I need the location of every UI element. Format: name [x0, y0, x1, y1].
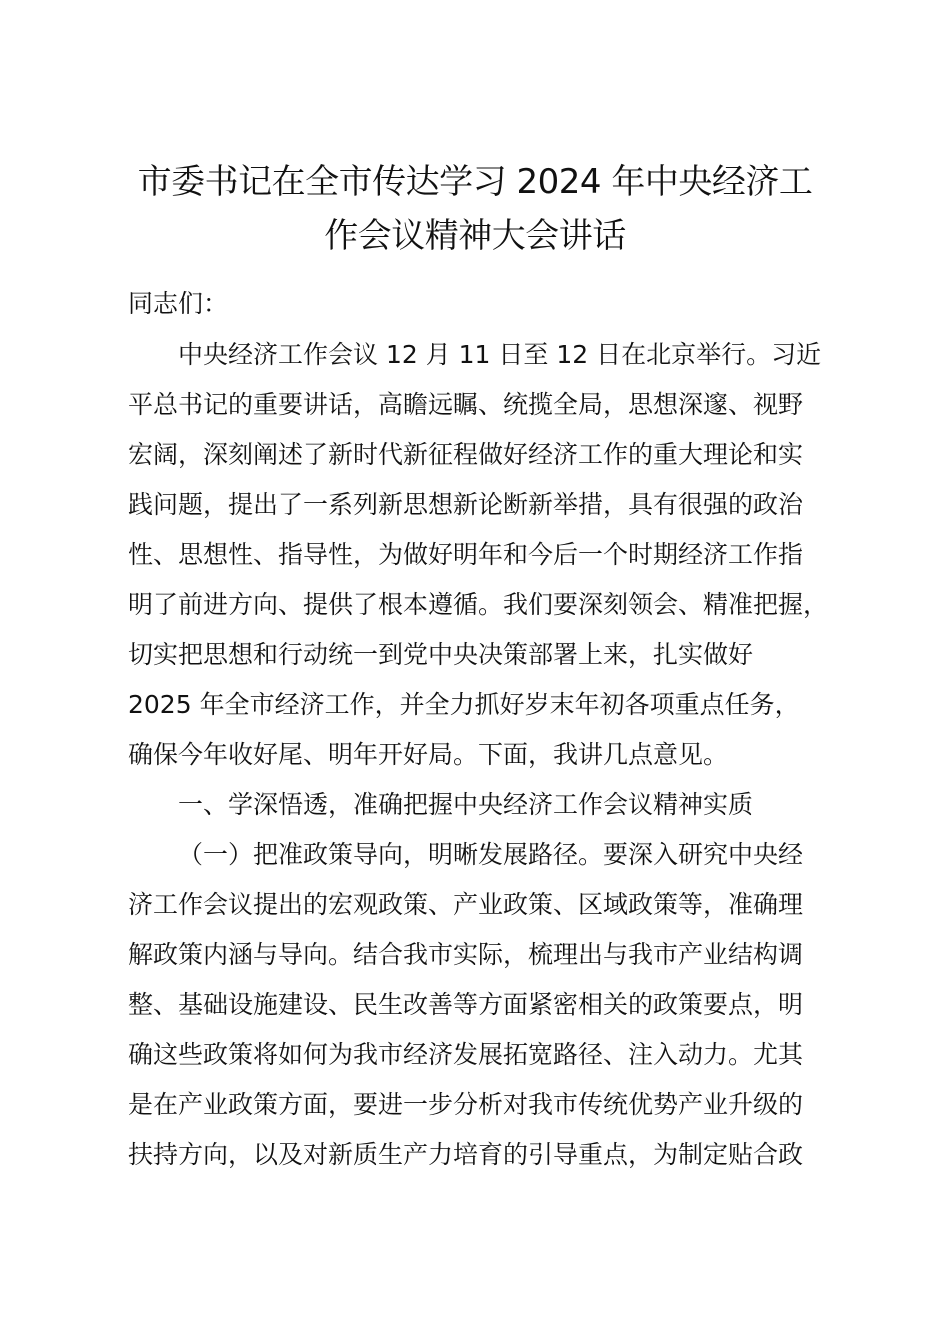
body-line-5: 性、思想性、指导性，为做好明年和今后一个时期经济工作指: [128, 540, 804, 569]
subsection-line-1: （一）把准政策导向，明晰发展路径。要深入研究中央经: [178, 840, 804, 869]
body-line-8: 2025 年全市经济工作，并全力抓好岁末年初各项重点任务，: [128, 690, 800, 719]
subsection-line-3: 解政策内涵与导向。结合我市实际，梳理出与我市产业结构调: [128, 940, 804, 969]
subsection-line-2: 济工作会议提出的宏观政策、产业政策、区域政策等，准确理: [128, 890, 804, 919]
body-line-1: 中央经济工作会议 12 月 11 日至 12 日在北京举行。习近: [178, 340, 822, 369]
subsection-line-7: 扶持方向，以及对新质生产力培育的引导重点，为制定贴合政: [128, 1140, 804, 1169]
salutation: 同志们：: [128, 289, 229, 318]
body-line-9: 确保今年收好尾、明年开好局。下面，我讲几点意见。: [128, 740, 729, 769]
subsection-line-4: 整、基础设施建设、民生改善等方面紧密相关的政策要点，明: [128, 990, 804, 1019]
body-line-4: 践问题，提出了一系列新思想新论断新举措，具有很强的政治: [128, 490, 804, 519]
subsection-line-6: 是在产业政策方面，要进一步分析对我市传统优势产业升级的: [128, 1090, 804, 1119]
body-line-6: 明了前进方向、提供了根本遵循。我们要深刻领会、精准把握，: [128, 590, 829, 619]
body-line-3: 宏阔，深刻阐述了新时代新征程做好经济工作的重大理论和实: [128, 440, 804, 469]
document-title-line-2: 作会议精神大会讲话: [324, 216, 626, 256]
document-title-line-1: 市委书记在全市传达学习 2024 年中央经济工: [137, 162, 813, 202]
body-line-7: 切实把思想和行动统一到党中央决策部署上来，扎实做好: [128, 640, 754, 669]
subsection-line-5: 确这些政策将如何为我市经济发展拓宽路径、注入动力。尤其: [128, 1040, 804, 1069]
section-heading-1: 一、学深悟透，准确把握中央经济工作会议精神实质: [178, 790, 754, 819]
body-line-2: 平总书记的重要讲话，高瞻远瞩、统揽全局，思想深邃、视野: [128, 390, 804, 419]
